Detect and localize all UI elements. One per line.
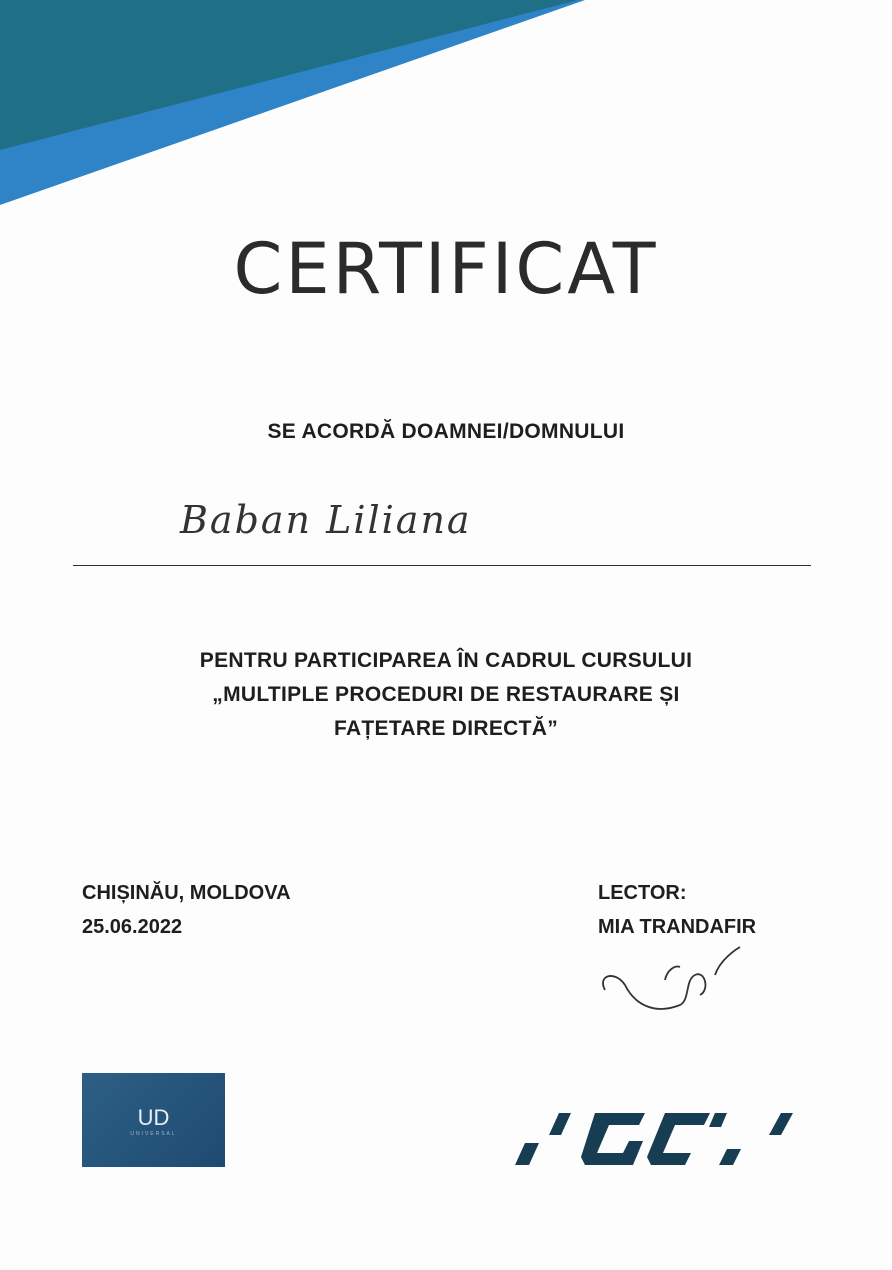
course-line-2: „MULTIPLE PROCEDURI DE RESTAURARE ȘI: [212, 683, 680, 706]
signature: [595, 945, 745, 1025]
course-line-1: PENTRU PARTICIPAREA ÎN CADRUL CURSULUI: [199, 649, 693, 672]
certificate-title: CERTIFICAT: [233, 228, 659, 310]
recipient-name: Baban Liliana: [180, 498, 472, 542]
decorative-corner-triangle: [0, 0, 600, 215]
ud-logo: [82, 1073, 225, 1167]
date: 25.06.2022: [82, 916, 183, 938]
gc-logo: [505, 1105, 805, 1167]
awarded-to-label: SE ACORDĂ DOAMNEI/DOMNULUI: [267, 420, 625, 443]
lector-label: LECTOR:: [598, 882, 687, 904]
ud-logo-text: UD: [137, 1105, 170, 1130]
location: CHIȘINĂU, MOLDOVA: [82, 882, 291, 904]
ud-logo-subtext: UNIVERSAL: [130, 1131, 177, 1137]
lector-name: MIA TRANDAFIR: [598, 916, 757, 938]
name-underline: [73, 565, 811, 566]
course-line-3: FAȚETARE DIRECTĂ”: [333, 717, 559, 740]
